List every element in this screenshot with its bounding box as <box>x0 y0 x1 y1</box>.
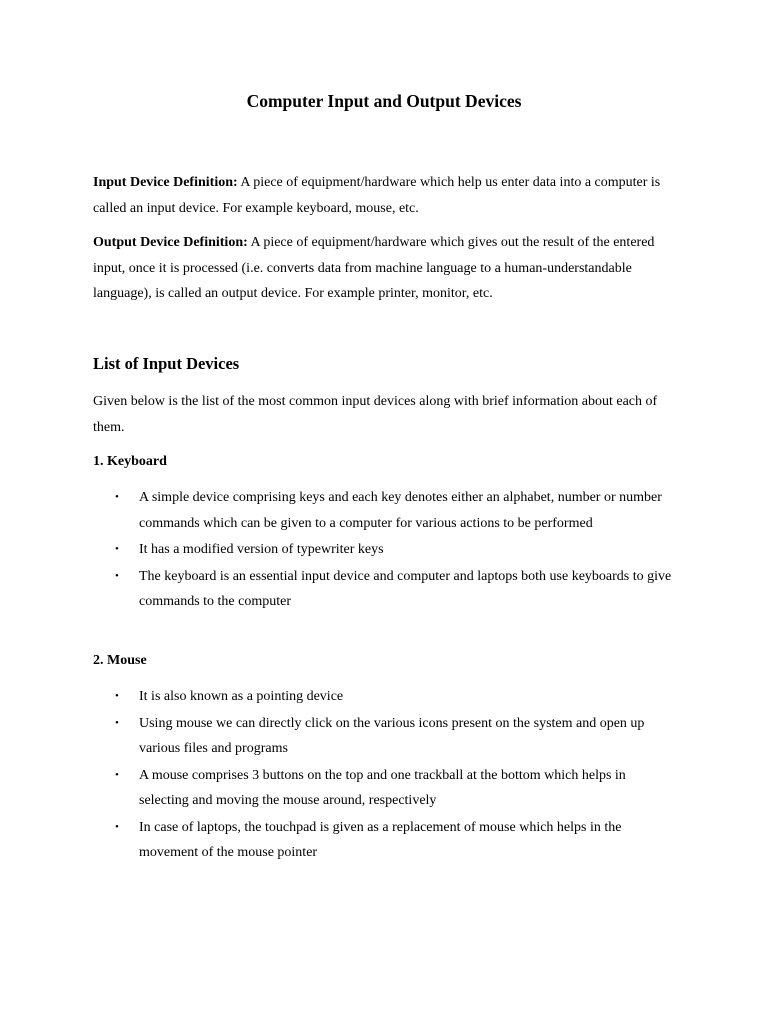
list-item-text: In case of laptops, the touchpad is given as a replacement of mouse which helps in the movement of the mouse pointer <box>139 819 622 860</box>
list-item-text: A simple device comprising keys and each key denotes either an alphabet, number or number commands which can be given to a computer for various actions to be performed <box>139 490 662 531</box>
input-definition-text: A piece of equipment/hardware which help us enter data into a computer is called an input device. For example keyboard, mouse, etc. <box>93 175 661 216</box>
bullet-icon: • <box>115 690 119 702</box>
bullet-icon: • <box>115 543 119 555</box>
output-definition-paragraph <box>93 230 673 307</box>
mouse-list <box>93 684 673 867</box>
list-item <box>93 537 673 563</box>
output-definition-label: Output Device Definition: <box>93 235 248 250</box>
keyboard-heading: 1. Keyboard <box>93 454 167 469</box>
list-item <box>93 815 673 866</box>
list-item <box>93 485 673 536</box>
list-item-text: The keyboard is an essential input device and computer and laptops both use keyboards to give commands to the computer <box>139 568 672 609</box>
list-item-text: Using mouse we can directly click on the various icons present on the system and open up various files and programs <box>139 715 645 756</box>
input-definition-paragraph <box>93 170 673 221</box>
output-definition-text: A piece of equipment/hardware which gives out the result of the entered input, once it is processed (i.e. converts data from machine language to a human-understandable language), is called an output device. For example printer, monitor, etc. <box>93 235 655 301</box>
list-item <box>93 711 673 762</box>
list-item <box>93 684 673 710</box>
input-definition-label: Input Device Definition: <box>93 175 238 190</box>
section-intro-paragraph: Given below is the list of the most common input devices along with brief information about each of them. <box>93 394 658 435</box>
mouse-heading: 2. Mouse <box>93 653 147 668</box>
list-item <box>93 763 673 814</box>
bullet-icon: • <box>115 569 119 582</box>
list-item-text: A mouse comprises 3 buttons on the top and one trackball at the bottom which helps in selecting and moving the mouse around, respectively <box>139 767 626 808</box>
keyboard-list <box>93 485 673 616</box>
bullet-icon: • <box>115 768 119 781</box>
bullet-icon: • <box>115 491 119 503</box>
bullet-icon: • <box>115 820 119 833</box>
list-item <box>93 564 673 615</box>
bullet-icon: • <box>115 716 119 729</box>
page-title: Computer Input and Output Devices <box>246 91 522 111</box>
list-item-text: It is also known as a pointing device <box>139 689 344 704</box>
list-item-text: It has a modified version of typewriter keys <box>139 542 384 557</box>
section-heading: List of Input Devices <box>93 354 240 373</box>
